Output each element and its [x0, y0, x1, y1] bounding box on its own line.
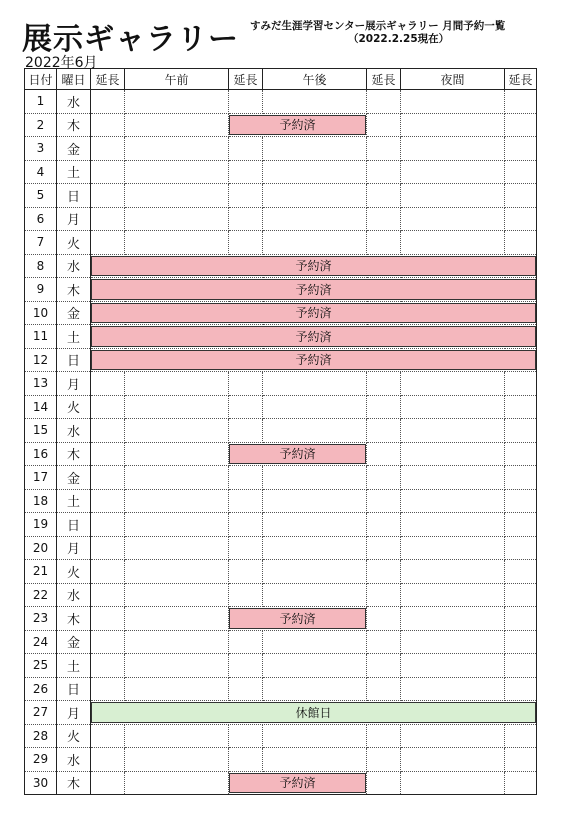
weekday-cell: 火 — [57, 724, 91, 748]
slot-cell — [91, 560, 125, 584]
reserved-bar: 予約済 — [91, 279, 536, 300]
slot-cell — [229, 466, 263, 490]
slot-cell — [125, 677, 229, 701]
slot-cell — [401, 231, 505, 255]
weekday-cell: 土 — [57, 325, 91, 349]
slot-cell — [125, 137, 229, 161]
slot-cell — [401, 771, 505, 795]
slot-cell — [91, 701, 537, 725]
slot-cell — [401, 489, 505, 513]
date-cell: 22 — [25, 583, 57, 607]
date-cell: 19 — [25, 513, 57, 537]
slot-cell — [91, 207, 125, 231]
slot-cell — [263, 160, 367, 184]
slot-cell — [91, 395, 125, 419]
slot-cell — [125, 466, 229, 490]
slot-cell — [263, 630, 367, 654]
date-cell: 13 — [25, 372, 57, 396]
slot-cell — [505, 489, 537, 513]
weekday-cell: 水 — [57, 419, 91, 443]
slot-cell — [91, 184, 125, 208]
slot-cell — [229, 630, 263, 654]
slot-cell — [91, 536, 125, 560]
slot-cell — [125, 489, 229, 513]
slot-cell — [125, 372, 229, 396]
weekday-cell: 金 — [57, 301, 91, 325]
table-row — [25, 325, 537, 349]
weekday-cell: 火 — [57, 231, 91, 255]
slot-cell — [367, 137, 401, 161]
slot-cell — [229, 395, 263, 419]
date-cell: 21 — [25, 560, 57, 584]
slot-cell — [505, 771, 537, 795]
slot-cell — [229, 160, 263, 184]
slot-cell — [401, 630, 505, 654]
weekday-cell: 土 — [57, 489, 91, 513]
slot-cell — [125, 536, 229, 560]
reserved-bar: 予約済 — [91, 326, 536, 347]
slot-cell — [505, 231, 537, 255]
slot-cell — [263, 583, 367, 607]
slot-cell — [91, 654, 125, 678]
table-row — [25, 724, 537, 748]
slot-cell — [125, 513, 229, 537]
weekday-cell: 日 — [57, 677, 91, 701]
slot-cell — [91, 325, 537, 349]
slot-cell — [505, 160, 537, 184]
slot-cell — [367, 395, 401, 419]
slot-cell — [401, 748, 505, 772]
date-cell: 4 — [25, 160, 57, 184]
slot-cell — [229, 654, 263, 678]
table-row — [25, 137, 537, 161]
col-header-extend-2: 延長 — [229, 69, 263, 90]
page-subtitle — [250, 20, 540, 46]
slot-cell — [401, 207, 505, 231]
slot-cell — [401, 137, 505, 161]
slot-cell — [229, 442, 367, 466]
slot-cell — [505, 372, 537, 396]
slot-cell — [91, 724, 125, 748]
slot-cell — [91, 301, 537, 325]
slot-cell — [125, 231, 229, 255]
date-cell: 1 — [25, 90, 57, 114]
slot-cell — [401, 513, 505, 537]
slot-cell — [367, 748, 401, 772]
slot-cell — [229, 137, 263, 161]
slot-cell — [401, 536, 505, 560]
slot-cell — [263, 184, 367, 208]
slot-cell — [367, 536, 401, 560]
slot-cell — [367, 724, 401, 748]
table-row — [25, 254, 537, 278]
slot-cell — [401, 184, 505, 208]
slot-cell — [91, 137, 125, 161]
table-row — [25, 489, 537, 513]
slot-cell — [263, 748, 367, 772]
slot-cell — [263, 466, 367, 490]
slot-cell — [125, 607, 229, 631]
slot-cell — [401, 442, 505, 466]
slot-cell — [505, 184, 537, 208]
weekday-cell: 月 — [57, 536, 91, 560]
slot-cell — [367, 184, 401, 208]
slot-cell — [367, 372, 401, 396]
date-cell: 2 — [25, 113, 57, 137]
slot-cell — [229, 207, 263, 231]
slot-cell — [367, 677, 401, 701]
slot-cell — [401, 466, 505, 490]
slot-cell — [505, 560, 537, 584]
slot-cell — [91, 348, 537, 372]
slot-cell — [367, 231, 401, 255]
slot-cell — [505, 748, 537, 772]
date-cell: 24 — [25, 630, 57, 654]
date-cell: 11 — [25, 325, 57, 349]
reserved-bar: 予約済 — [91, 303, 536, 324]
slot-cell — [263, 513, 367, 537]
slot-cell — [367, 630, 401, 654]
weekday-cell: 火 — [57, 395, 91, 419]
slot-cell — [91, 466, 125, 490]
slot-cell — [125, 207, 229, 231]
slot-cell — [91, 254, 537, 278]
table-row — [25, 442, 537, 466]
weekday-cell: 日 — [57, 184, 91, 208]
table-row — [25, 231, 537, 255]
table-row — [25, 90, 537, 114]
slot-cell — [91, 771, 125, 795]
col-header-afternoon: 午後 — [263, 69, 367, 90]
weekday-cell: 木 — [57, 113, 91, 137]
weekday-cell: 金 — [57, 466, 91, 490]
col-header-extend-3: 延長 — [367, 69, 401, 90]
slot-cell — [263, 137, 367, 161]
table-row — [25, 184, 537, 208]
slot-cell — [401, 607, 505, 631]
slot-cell — [505, 583, 537, 607]
slot-cell — [229, 771, 367, 795]
slot-cell — [505, 466, 537, 490]
date-cell: 8 — [25, 254, 57, 278]
slot-cell — [125, 654, 229, 678]
slot-cell — [125, 184, 229, 208]
header-row — [25, 69, 537, 90]
page-title: 展示ギャラリー — [22, 22, 239, 57]
reserved-bar: 予約済 — [229, 115, 366, 136]
weekday-cell: 月 — [57, 372, 91, 396]
slot-cell — [505, 90, 537, 114]
slot-cell — [125, 442, 229, 466]
slot-cell — [401, 583, 505, 607]
col-header-night: 夜間 — [401, 69, 505, 90]
weekday-cell: 水 — [57, 583, 91, 607]
slot-cell — [91, 419, 125, 443]
slot-cell — [91, 748, 125, 772]
col-header-weekday: 曜日 — [57, 69, 91, 90]
slot-cell — [263, 654, 367, 678]
table-row — [25, 395, 537, 419]
slot-cell — [91, 513, 125, 537]
slot-cell — [125, 160, 229, 184]
reserved-bar: 予約済 — [229, 444, 366, 465]
slot-cell — [505, 137, 537, 161]
slot-cell — [401, 90, 505, 114]
slot-cell — [91, 489, 125, 513]
date-cell: 26 — [25, 677, 57, 701]
slot-cell — [367, 771, 401, 795]
slot-cell — [401, 724, 505, 748]
slot-cell — [229, 113, 367, 137]
table-row — [25, 466, 537, 490]
weekday-cell: 金 — [57, 630, 91, 654]
date-cell: 3 — [25, 137, 57, 161]
slot-cell — [263, 395, 367, 419]
date-cell: 12 — [25, 348, 57, 372]
slot-cell — [125, 90, 229, 114]
weekday-cell: 木 — [57, 442, 91, 466]
date-cell: 28 — [25, 724, 57, 748]
slot-cell — [229, 231, 263, 255]
date-cell: 15 — [25, 419, 57, 443]
month-label: 2022年6月 — [25, 55, 98, 71]
subtitle-line-1: すみだ生涯学習センター展示ギャラリー 月間予約一覧 — [250, 20, 506, 32]
date-cell: 10 — [25, 301, 57, 325]
slot-cell — [263, 207, 367, 231]
table-row — [25, 583, 537, 607]
reserved-bar: 予約済 — [229, 773, 366, 794]
weekday-cell: 月 — [57, 701, 91, 725]
table-row — [25, 560, 537, 584]
date-cell: 18 — [25, 489, 57, 513]
slot-cell — [505, 395, 537, 419]
date-cell: 5 — [25, 184, 57, 208]
date-cell: 20 — [25, 536, 57, 560]
table-row — [25, 771, 537, 795]
slot-cell — [367, 513, 401, 537]
slot-cell — [367, 607, 401, 631]
slot-cell — [125, 583, 229, 607]
slot-cell — [505, 207, 537, 231]
col-header-extend-4: 延長 — [505, 69, 537, 90]
table-row — [25, 701, 537, 725]
weekday-cell: 火 — [57, 560, 91, 584]
slot-cell — [91, 607, 125, 631]
weekday-cell: 日 — [57, 513, 91, 537]
slot-cell — [91, 231, 125, 255]
table-row — [25, 278, 537, 302]
weekday-cell: 木 — [57, 607, 91, 631]
slot-cell — [367, 583, 401, 607]
table-row — [25, 372, 537, 396]
slot-cell — [505, 654, 537, 678]
table-row — [25, 677, 537, 701]
slot-cell — [229, 724, 263, 748]
table-row — [25, 630, 537, 654]
table-row — [25, 654, 537, 678]
slot-cell — [263, 560, 367, 584]
weekday-cell: 日 — [57, 348, 91, 372]
slot-cell — [401, 395, 505, 419]
date-cell: 16 — [25, 442, 57, 466]
slot-cell — [505, 677, 537, 701]
slot-cell — [505, 630, 537, 654]
slot-cell — [125, 771, 229, 795]
slot-cell — [91, 113, 125, 137]
slot-cell — [229, 419, 263, 443]
slot-cell — [263, 489, 367, 513]
weekday-cell: 土 — [57, 160, 91, 184]
closed-day-bar: 休館日 — [91, 702, 536, 723]
slot-cell — [125, 748, 229, 772]
date-cell: 29 — [25, 748, 57, 772]
table-row — [25, 348, 537, 372]
slot-cell — [91, 442, 125, 466]
slot-cell — [367, 207, 401, 231]
slot-cell — [229, 583, 263, 607]
date-cell: 23 — [25, 607, 57, 631]
slot-cell — [229, 560, 263, 584]
date-cell: 9 — [25, 278, 57, 302]
reservation-table — [24, 68, 537, 795]
slot-cell — [229, 536, 263, 560]
slot-cell — [401, 654, 505, 678]
slot-cell — [401, 560, 505, 584]
slot-cell — [401, 419, 505, 443]
slot-cell — [263, 372, 367, 396]
slot-cell — [505, 607, 537, 631]
slot-cell — [367, 90, 401, 114]
slot-cell — [401, 677, 505, 701]
weekday-cell: 水 — [57, 748, 91, 772]
weekday-cell: 水 — [57, 254, 91, 278]
slot-cell — [125, 630, 229, 654]
slot-cell — [367, 489, 401, 513]
slot-cell — [91, 278, 537, 302]
slot-cell — [125, 560, 229, 584]
date-cell: 25 — [25, 654, 57, 678]
slot-cell — [91, 677, 125, 701]
weekday-cell: 木 — [57, 278, 91, 302]
slot-cell — [505, 513, 537, 537]
slot-cell — [263, 231, 367, 255]
slot-cell — [125, 419, 229, 443]
table-row — [25, 160, 537, 184]
date-cell: 17 — [25, 466, 57, 490]
slot-cell — [125, 113, 229, 137]
slot-cell — [263, 677, 367, 701]
weekday-cell: 土 — [57, 654, 91, 678]
weekday-cell: 水 — [57, 90, 91, 114]
slot-cell — [505, 536, 537, 560]
slot-cell — [367, 419, 401, 443]
slot-cell — [229, 677, 263, 701]
slot-cell — [367, 160, 401, 184]
slot-cell — [91, 630, 125, 654]
slot-cell — [263, 724, 367, 748]
table-row — [25, 207, 537, 231]
slot-cell — [367, 442, 401, 466]
slot-cell — [229, 372, 263, 396]
slot-cell — [401, 113, 505, 137]
slot-cell — [367, 654, 401, 678]
subtitle-line-2: （2022.2.25現在） — [348, 33, 450, 45]
slot-cell — [367, 466, 401, 490]
date-cell: 6 — [25, 207, 57, 231]
slot-cell — [229, 607, 367, 631]
weekday-cell: 月 — [57, 207, 91, 231]
col-header-extend-1: 延長 — [91, 69, 125, 90]
slot-cell — [229, 90, 263, 114]
slot-cell — [229, 748, 263, 772]
slot-cell — [229, 489, 263, 513]
col-header-morning: 午前 — [125, 69, 229, 90]
slot-cell — [263, 419, 367, 443]
reserved-bar: 予約済 — [91, 350, 536, 371]
col-header-date: 日付 — [25, 69, 57, 90]
slot-cell — [505, 419, 537, 443]
reserved-bar: 予約済 — [229, 608, 366, 629]
slot-cell — [401, 160, 505, 184]
slot-cell — [505, 442, 537, 466]
weekday-cell: 木 — [57, 771, 91, 795]
table-row — [25, 301, 537, 325]
slot-cell — [125, 724, 229, 748]
slot-cell — [229, 513, 263, 537]
slot-cell — [91, 372, 125, 396]
slot-cell — [505, 724, 537, 748]
slot-cell — [505, 113, 537, 137]
weekday-cell: 金 — [57, 137, 91, 161]
table-row — [25, 113, 537, 137]
slot-cell — [91, 160, 125, 184]
slot-cell — [91, 583, 125, 607]
slot-cell — [367, 113, 401, 137]
table-row — [25, 607, 537, 631]
date-cell: 7 — [25, 231, 57, 255]
slot-cell — [263, 536, 367, 560]
slot-cell — [367, 560, 401, 584]
table-row — [25, 419, 537, 443]
date-cell: 27 — [25, 701, 57, 725]
date-cell: 14 — [25, 395, 57, 419]
slot-cell — [125, 395, 229, 419]
slot-cell — [263, 90, 367, 114]
slot-cell — [229, 184, 263, 208]
slot-cell — [91, 90, 125, 114]
table-row — [25, 536, 537, 560]
slot-cell — [401, 372, 505, 396]
reserved-bar: 予約済 — [91, 256, 536, 277]
date-cell: 30 — [25, 771, 57, 795]
table-row — [25, 513, 537, 537]
table-row — [25, 748, 537, 772]
